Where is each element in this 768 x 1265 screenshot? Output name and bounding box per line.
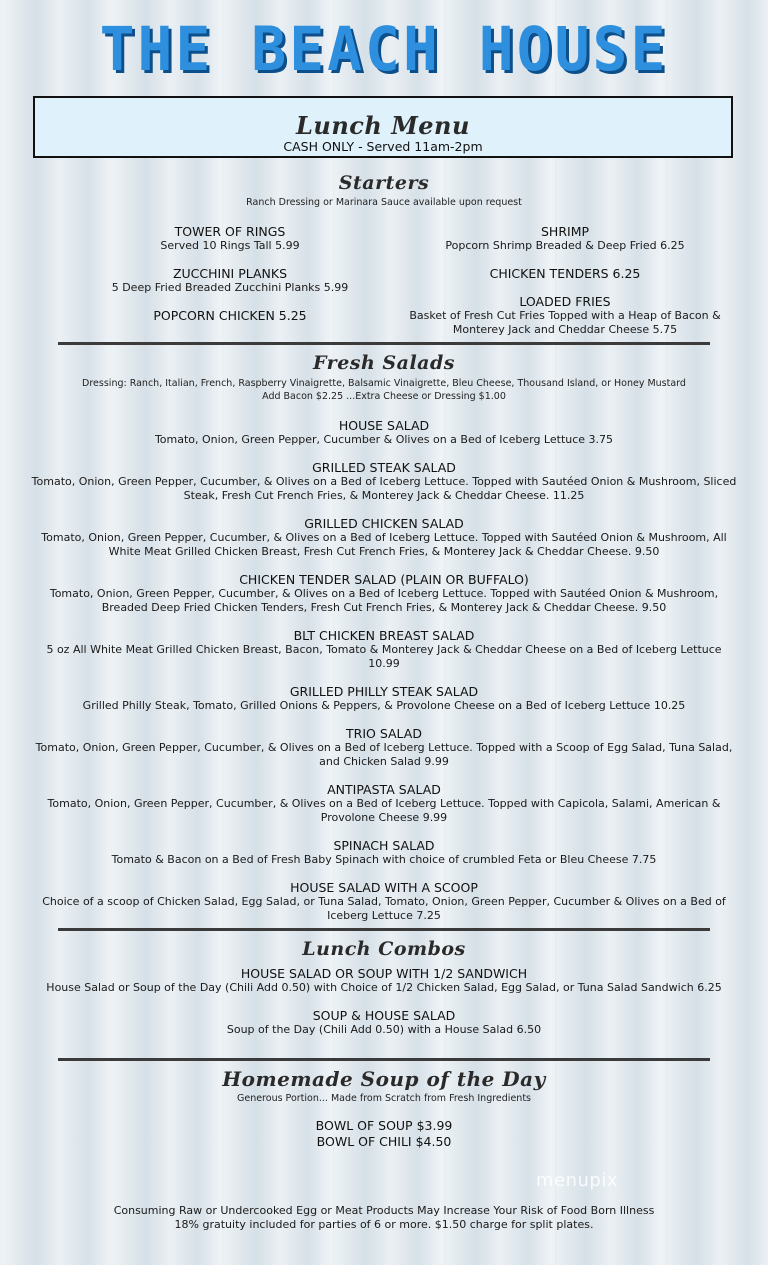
combos-list — [30, 966, 738, 1037]
item-name: HOUSE SALAD OR SOUP WITH 1/2 SANDWICH — [240, 966, 528, 981]
item-name: SPINACH SALAD — [333, 838, 435, 853]
item-desc: Served 10 Rings Tall 5.99 — [160, 239, 300, 252]
menu-item — [30, 418, 738, 447]
item-name: SHRIMP — [540, 224, 590, 239]
watermark: menupix — [536, 1170, 619, 1191]
item-desc: Tomato, Onion, Green Pepper, Cucumber, & Olives on a Bed of Iceberg Lettuce. Topped with Sautéed Onion & Mushroom, Sliced Steak, Fresh Cut French Fries, & Monterey Jack & Cheddar Cheese. 11.25 — [31, 475, 737, 502]
combos-title: Lunch Combos — [302, 938, 466, 960]
menu-item — [40, 266, 420, 295]
section-divider — [58, 1058, 710, 1061]
footer-warning: Consuming Raw or Undercooked Egg or Meat Products May Increase Your Risk of Food Born Illness — [113, 1204, 655, 1217]
menu-item — [30, 880, 738, 923]
item-name: HOUSE SALAD — [338, 418, 430, 433]
menu-item — [40, 308, 420, 323]
soup-note: Generous Portion... Made from Scratch from Fresh Ingredients — [236, 1093, 531, 1104]
item-desc: 5 oz All White Meat Grilled Chicken Breast, Bacon, Tomato & Monterey Jack & Cheddar Cheese on a Bed of Iceberg Lettuce 10.99 — [46, 643, 722, 670]
menu-title: Lunch Menu — [296, 111, 470, 140]
menu-item — [40, 224, 420, 253]
item-desc: Tomato, Onion, Green Pepper, Cucumber, & Olives on a Bed of Iceberg Lettuce. Topped with Capicola, Salami, American & Provolone Cheese 9.99 — [47, 797, 721, 824]
item-desc: Grilled Philly Steak, Tomato, Grilled Onions & Peppers, & Provolone Cheese on a Bed of Iceberg Lettuce 10.25 — [82, 699, 686, 712]
menu-item — [30, 838, 738, 867]
item-name: HOUSE SALAD WITH A SCOOP — [290, 880, 478, 895]
section-divider — [58, 928, 710, 931]
item-desc: Tomato, Onion, Green Pepper, Cucumber, & Olives on a Bed of Iceberg Lettuce. Topped with Sautéed Onion & Mushroom, Breaded Deep Fried Chicken Tenders, Fresh Cut French Fries, & Monterey Jack & Cheddar Cheese. 9.50 — [49, 587, 719, 614]
salads-list — [30, 418, 738, 923]
item-name: POPCORN CHICKEN 5.25 — [153, 308, 307, 323]
item-name: GRILLED STEAK SALAD — [312, 460, 456, 475]
menu-item — [30, 1008, 738, 1037]
salads-title: Fresh Salads — [313, 352, 455, 374]
restaurant-title: THE BEACH HOUSE — [99, 13, 669, 85]
menu-item — [400, 224, 730, 253]
lunch-menu-banner — [33, 96, 733, 158]
menu-item — [30, 684, 738, 713]
item-desc: 5 Deep Fried Breaded Zucchini Planks 5.99 — [111, 281, 349, 294]
item-desc: Tomato, Onion, Green Pepper, Cucumber, & Olives on a Bed of Iceberg Lettuce. Topped with a Scoop of Egg Salad, Tuna Salad, and Chicken Salad 9.99 — [35, 741, 733, 768]
chili-price: BOWL OF CHILI $4.50 — [316, 1134, 452, 1149]
menu-item — [30, 628, 738, 671]
menu-item — [30, 460, 738, 503]
item-name: GRILLED PHILLY STEAK SALAD — [289, 684, 479, 699]
item-desc: House Salad or Soup of the Day (Chili Add 0.50) with Choice of 1/2 Chicken Salad, Egg Salad, or Tuna Salad Sandwich 6.25 — [46, 981, 722, 994]
footer-gratuity: 18% gratuity included for parties of 6 or more. $1.50 charge for split plates. — [174, 1218, 594, 1231]
soup-title: Homemade Soup of the Day — [222, 1067, 546, 1091]
menu-item — [30, 572, 738, 615]
item-name: LOADED FRIES — [519, 294, 611, 309]
item-desc: Choice of a scoop of Chicken Salad, Egg Salad, or Tuna Salad, Tomato, Onion, Green Pepper, Cucumber & Olives on a Bed of Iceberg Lettuce 7.25 — [42, 895, 726, 922]
item-desc: Soup of the Day (Chili Add 0.50) with a House Salad 6.50 — [226, 1023, 542, 1036]
section-divider — [58, 342, 710, 345]
item-name: GRILLED CHICKEN SALAD — [304, 516, 464, 531]
item-desc: Tomato, Onion, Green Pepper, Cucumber, & Olives on a Bed of Iceberg Lettuce. Topped with Sautéed Onion & Mushroom, All White Meat Grilled Chicken Breast, Fresh Cut French Fries, & Monterey Jack & Cheddar Cheese. 9.50 — [41, 531, 727, 558]
menu-subtitle: CASH ONLY - Served 11am-2pm — [283, 139, 483, 154]
item-desc: Popcorn Shrimp Breaded & Deep Fried 6.25 — [445, 239, 685, 252]
item-name: ZUCCHINI PLANKS — [172, 266, 288, 281]
soup-price: BOWL OF SOUP $3.99 — [315, 1118, 453, 1133]
menu-item — [30, 516, 738, 559]
starters-left-column — [40, 224, 420, 323]
menu-item — [400, 266, 730, 281]
menu-item — [400, 294, 730, 337]
starters-title: Starters — [338, 172, 430, 194]
add-on-note: Add Bacon $2.25 ...Extra Cheese or Dressing $1.00 — [262, 391, 506, 402]
item-name: CHICKEN TENDERS 6.25 — [489, 266, 641, 281]
starters-right-column — [400, 224, 730, 337]
dressing-note: Dressing: Ranch, Italian, French, Raspberry Vinaigrette, Balsamic Vinaigrette, Bleu Cheese, Thousand Island, or Honey Mustard — [82, 378, 686, 389]
menu-item — [30, 726, 738, 769]
starters-note: Ranch Dressing or Marinara Sauce available upon request — [246, 197, 522, 208]
item-name: TRIO SALAD — [346, 726, 422, 741]
menu-item — [30, 966, 738, 995]
menu-item — [30, 782, 738, 825]
item-name: ANTIPASTA SALAD — [327, 782, 441, 797]
item-desc: Tomato, Onion, Green Pepper, Cucumber & Olives on a Bed of Iceberg Lettuce 3.75 — [154, 433, 614, 446]
item-name: CHICKEN TENDER SALAD (PLAIN OR BUFFALO) — [239, 572, 529, 587]
item-name: BLT CHICKEN BREAST SALAD — [293, 628, 475, 643]
item-desc: Tomato & Bacon on a Bed of Fresh Baby Spinach with choice of crumbled Feta or Bleu Cheese 7.75 — [111, 853, 657, 866]
item-name: TOWER OF RINGS — [174, 224, 286, 239]
item-desc: Basket of Fresh Cut Fries Topped with a Heap of Bacon & Monterey Jack and Cheddar Cheese 5.75 — [409, 309, 721, 336]
item-name: SOUP & HOUSE SALAD — [312, 1008, 456, 1023]
